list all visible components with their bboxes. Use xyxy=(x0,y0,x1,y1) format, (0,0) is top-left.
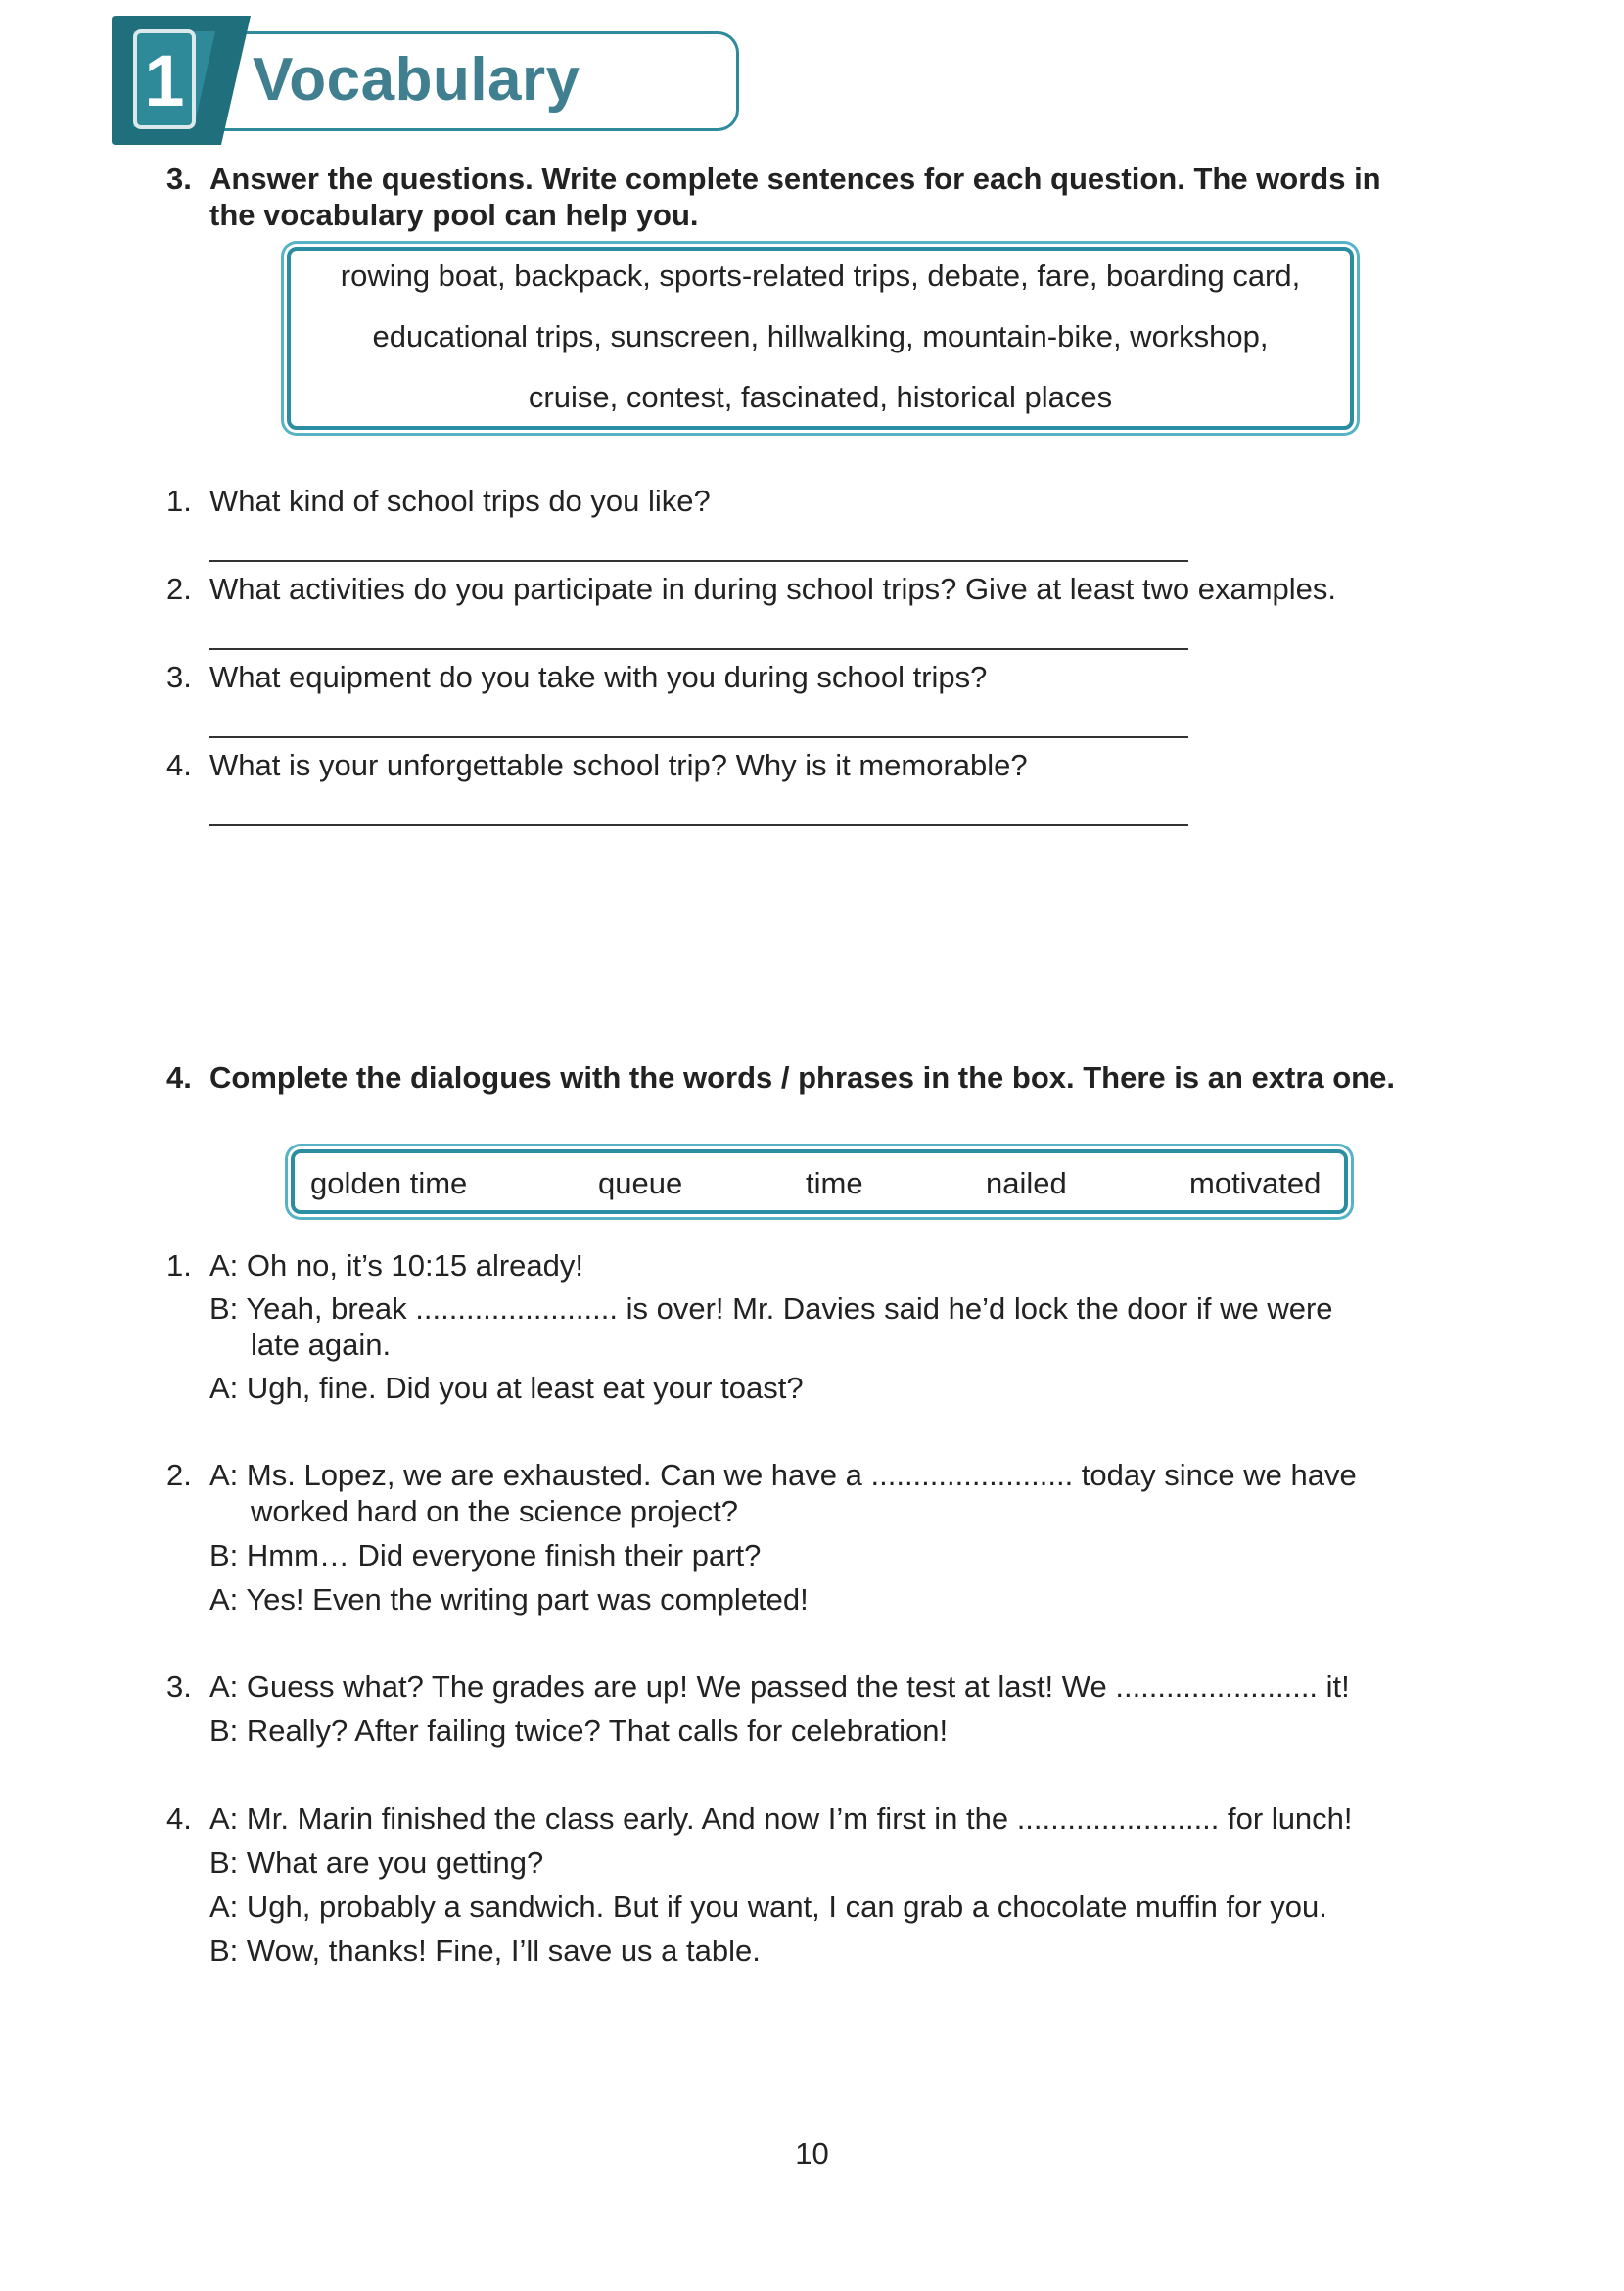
exercise4-instruction-text: Complete the dialogues with the words / phrases in the box. There is an extra one. xyxy=(209,1060,1395,1095)
dialogue-line: late again. xyxy=(251,1328,392,1362)
answer-line[interactable] xyxy=(209,560,1188,562)
dialogue-number: 2. xyxy=(166,1458,192,1492)
dialogue-number: 1. xyxy=(166,1248,192,1283)
pool-line: rowing boat, backpack, sports-related trips, debate, fare, boarding card, xyxy=(340,258,1301,293)
exercise3-instruction-line2: the vocabulary pool can help you. xyxy=(209,198,699,232)
dialogue-line: B: Wow, thanks! Fine, I’ll save us a table. xyxy=(209,1934,761,1968)
exercise4-number: 4. xyxy=(166,1060,192,1095)
exercise3-number: 3. xyxy=(166,162,192,196)
unit-number: 1 xyxy=(144,40,185,121)
exercise3-instruction-line1: Answer the questions. Write complete sentences for each question. The words in xyxy=(209,162,1381,196)
question-number: 4. xyxy=(166,748,192,782)
section-title: Vocabulary xyxy=(253,46,580,114)
pool-line: cruise, contest, fascinated, historical places xyxy=(528,380,1113,414)
dialogue-line: A: Ugh, fine. Did you at least eat your toast? xyxy=(209,1371,804,1405)
question-text: What activities do you participate in during school trips? Give at least two examples. xyxy=(209,572,1336,606)
dialogue-line: B: What are you getting? xyxy=(209,1846,544,1880)
question-text: What kind of school trips do you like? xyxy=(209,484,711,518)
dialogue-number: 3. xyxy=(166,1669,192,1704)
dialogue-line: A: Ms. Lopez, we are exhausted. Can we have a ........................ today since we have xyxy=(209,1458,1357,1492)
unit-badge xyxy=(106,12,253,149)
page-number: 10 xyxy=(795,2136,829,2171)
dialogue-line: B: Hmm… Did everyone finish their part? xyxy=(209,1538,762,1572)
question-number: 2. xyxy=(166,572,192,606)
word-box xyxy=(291,1149,1348,1214)
word-option: golden time xyxy=(310,1166,468,1200)
word-option: time xyxy=(806,1166,863,1200)
word-option: queue xyxy=(598,1166,683,1200)
dialogue-line: A: Ugh, probably a sandwich. But if you want, I can grab a chocolate muffin for you. xyxy=(209,1890,1327,1924)
question-number: 1. xyxy=(166,484,192,518)
dialogue-line: B: Really? After failing twice? That calls for celebration! xyxy=(209,1713,949,1748)
vocabulary-pool-box xyxy=(287,247,1354,430)
dialogue-line: worked hard on the science project? xyxy=(251,1494,739,1528)
question-number: 3. xyxy=(166,660,192,694)
dialogue-line: A: Mr. Marin finished the class early. And now I’m first in the ........................ for lunch! xyxy=(209,1801,1353,1836)
dialogue-number: 4. xyxy=(166,1801,192,1836)
pool-line: educational trips, sunscreen, hillwalking, mountain-bike, workshop, xyxy=(372,319,1269,353)
word-option: motivated xyxy=(1189,1166,1322,1200)
answer-line[interactable] xyxy=(209,736,1188,738)
dialogue-line: A: Guess what? The grades are up! We passed the test at last! We ........................ it! xyxy=(209,1669,1350,1704)
question-text: What equipment do you take with you during school trips? xyxy=(209,660,988,694)
word-option: nailed xyxy=(986,1166,1067,1200)
question-text: What is your unforgettable school trip? Why is it memorable? xyxy=(209,748,1028,782)
dialogue-line: A: Oh no, it’s 10:15 already! xyxy=(209,1248,583,1283)
answer-line[interactable] xyxy=(209,824,1188,826)
answer-line[interactable] xyxy=(209,648,1188,650)
dialogue-line: B: Yeah, break ........................ is over! Mr. Davies said he’d lock the door if we were xyxy=(209,1291,1333,1326)
dialogue-line: A: Yes! Even the writing part was completed! xyxy=(209,1582,809,1616)
